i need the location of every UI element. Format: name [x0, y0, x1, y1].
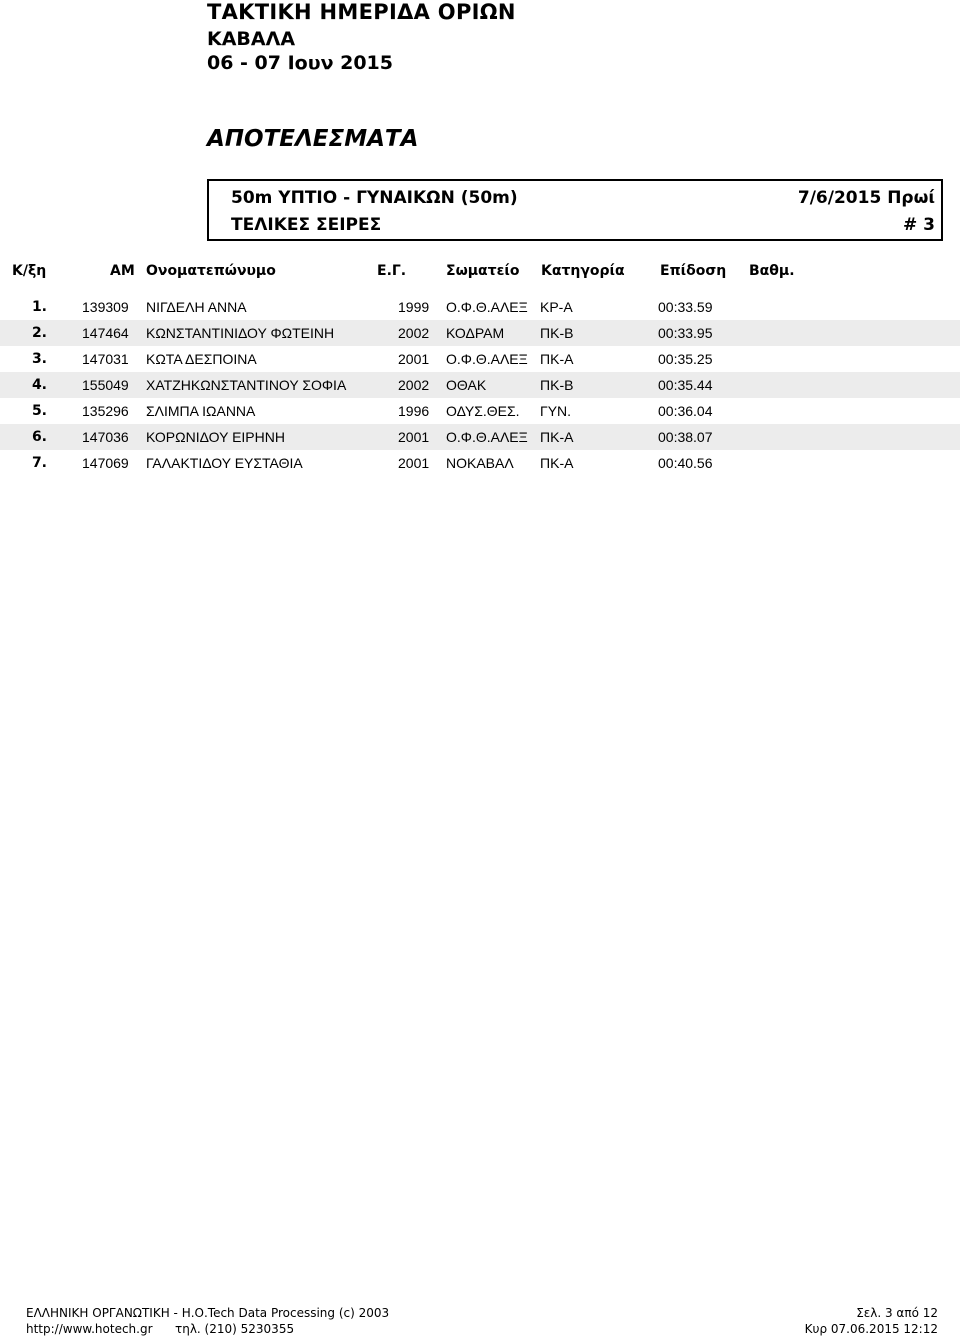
row-time: 00:33.59 [658, 299, 713, 315]
table-row [0, 320, 960, 346]
row-am: 147464 [82, 325, 129, 341]
row-position: 6. [31, 429, 47, 445]
table-row [0, 294, 960, 320]
row-name: ΓΑΛΑΚΤΙΔΟΥ ΕΥΣΤΑΘΙΑ [146, 455, 303, 471]
row-time: 00:38.07 [658, 429, 713, 445]
meet-city: ΚΑΒΑΛΑ [207, 28, 296, 50]
row-time: 00:33.95 [658, 325, 713, 341]
footer-url-link[interactable]: http://www.hotech.gr [26, 1322, 153, 1336]
footer-org: ΕΛΛΗΝΙΚΗ ΟΡΓΑΝΩΤΙΚΗ - Η.Ο.Tech Data Processing (c) 2003 [26, 1306, 390, 1320]
event-box [207, 179, 943, 241]
row-club: Ο.Φ.Θ.ΑΛΕΞ [446, 351, 528, 367]
col-yob: Ε.Γ. [377, 263, 407, 279]
row-name: ΣΛΙΜΠΑ ΙΩΑΝΝΑ [146, 403, 256, 419]
event-datetime: 7/6/2015 Πρωί [797, 188, 935, 208]
row-position: 3. [31, 351, 47, 367]
event-round: ΤΕΛΙΚΕΣ ΣΕΙΡΕΣ [231, 215, 382, 235]
table-row [0, 424, 960, 450]
row-position: 2. [31, 325, 47, 341]
col-position: Κ/ξη [12, 263, 47, 279]
row-am: 147069 [82, 455, 129, 471]
row-name: ΚΩΝΣΤΑΝΤΙΝΙΔΟΥ ΦΩΤΕΙΝΗ [146, 325, 335, 341]
col-points: Βαθμ. [749, 263, 795, 279]
table-row [0, 398, 960, 424]
row-category: ΠΚ-Β [540, 325, 574, 341]
row-club: ΚΟΔΡΑΜ [446, 325, 505, 341]
row-position: 5. [31, 403, 47, 419]
row-time: 00:36.04 [658, 403, 713, 419]
row-category: ΠΚ-Α [540, 429, 574, 445]
meet-dates: 06 - 07 Ιουν 2015 [207, 52, 394, 74]
row-club: ΝΟΚΑΒΑΛ [446, 455, 514, 471]
row-time: 00:40.56 [658, 455, 713, 471]
meet-title: ΤΑΚΤΙΚΗ ΗΜΕΡΙΔΑ ΟΡΙΩΝ [207, 0, 516, 24]
row-am: 139309 [82, 299, 129, 315]
row-position: 4. [31, 377, 47, 393]
row-category: ΓΥΝ. [540, 403, 572, 419]
row-time: 00:35.25 [658, 351, 713, 367]
row-yob: 2002 [398, 325, 430, 341]
row-yob: 1999 [398, 299, 430, 315]
row-yob: 2001 [398, 429, 430, 445]
row-name: ΧΑΤΖΗΚΩΝΣΤΑΝΤΙΝΟΥ ΣΟΦΙΑ [146, 377, 347, 393]
row-yob: 2001 [398, 455, 430, 471]
row-name: ΚΩΤΑ ΔΕΣΠΟΙΝΑ [146, 351, 257, 367]
table-row [0, 372, 960, 398]
row-category: ΠΚ-Β [540, 377, 574, 393]
row-club: ΟΘΑΚ [446, 377, 487, 393]
footer-phone: τηλ. (210) 5230355 [175, 1322, 295, 1336]
row-position: 1. [31, 299, 47, 315]
event-name: 50m ΥΠΤΙΟ - ΓΥΝΑΙΚΩΝ (50m) [231, 188, 518, 208]
row-name: ΚΟΡΩΝΙΔΟΥ ΕΙΡΗΝΗ [146, 429, 285, 445]
row-am: 155049 [82, 377, 129, 393]
row-yob: 1996 [398, 403, 430, 419]
col-time: Επίδοση [660, 263, 727, 279]
col-name: Ονοματεπώνυμο [146, 263, 276, 279]
row-category: ΠΚ-Α [540, 351, 574, 367]
results-title: ΑΠΟΤΕΛΕΣΜΑΤΑ [207, 126, 419, 152]
row-club: ΟΔΥΣ.ΘΕΣ. [446, 403, 520, 419]
row-category: ΚΡ-Α [540, 299, 573, 315]
row-position: 7. [31, 455, 47, 471]
event-heat: # 3 [903, 215, 935, 235]
col-club: Σωματείο [446, 263, 520, 279]
table-row [0, 346, 960, 372]
row-club: Ο.Φ.Θ.ΑΛΕΞ [446, 299, 528, 315]
row-am: 147036 [82, 429, 129, 445]
table-row [0, 450, 960, 476]
row-am: 135296 [82, 403, 129, 419]
footer-printed-at: Κυρ 07.06.2015 12:12 [804, 1322, 938, 1336]
row-am: 147031 [82, 351, 129, 367]
row-yob: 2001 [398, 351, 430, 367]
row-time: 00:35.44 [658, 377, 713, 393]
footer-page-number: Σελ. 3 από 12 [856, 1306, 938, 1320]
row-category: ΠΚ-Α [540, 455, 574, 471]
row-club: Ο.Φ.Θ.ΑΛΕΞ [446, 429, 528, 445]
row-yob: 2002 [398, 377, 430, 393]
col-category: Κατηγορία [541, 263, 625, 279]
row-name: ΝΙΓΔΕΛΗ ΑΝΝΑ [146, 299, 247, 315]
col-am: ΑΜ [110, 263, 135, 279]
